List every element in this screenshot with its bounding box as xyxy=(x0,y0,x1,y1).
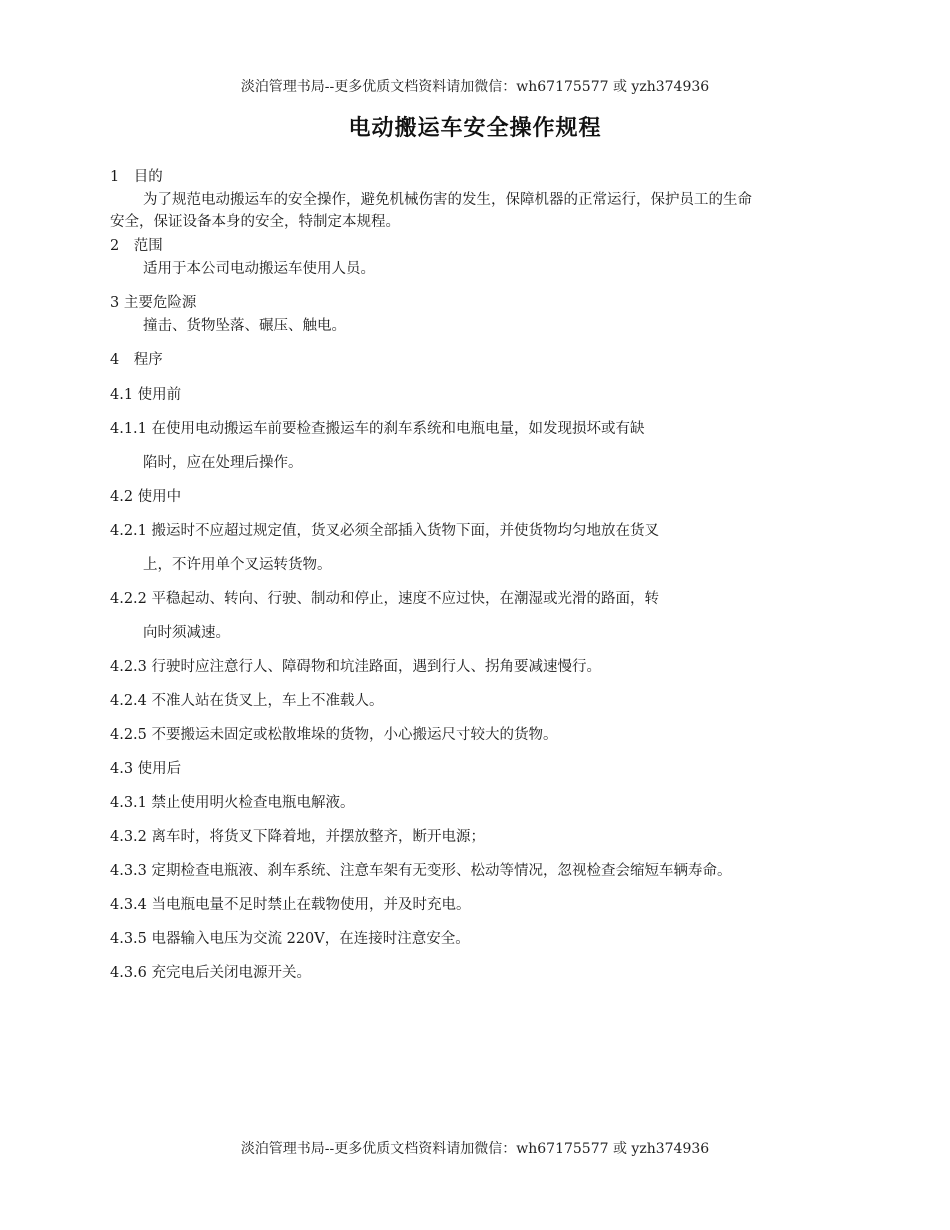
page-footer-note: 淡泊管理书局--更多优质文档资料请加微信：wh67175577 或 yzh374936 xyxy=(240,1141,710,1157)
procedure-4-3-4: 4.3.4 当电瓶电量不足时禁止在载物使用，并及时充电。 xyxy=(110,897,471,913)
procedure-4-2-2-line-1: 4.2.2 平稳起动、转向、行驶、制动和停止，速度不应过快，在潮湿或光滑的路面，转 xyxy=(110,591,660,607)
section-1-heading: 1 目的 xyxy=(110,169,163,185)
procedure-4-2-heading: 4.2 使用中 xyxy=(110,489,182,505)
procedure-4-2-5: 4.2.5 不要搬运未固定或松散堆垛的货物，小心搬运尺寸较大的货物。 xyxy=(110,727,558,743)
page-header-note: 淡泊管理书局--更多优质文档资料请加微信：wh67175577 或 yzh374936 xyxy=(240,79,710,95)
procedure-4-1-heading: 4.1 使用前 xyxy=(110,387,182,403)
procedure-4-3-2: 4.3.2 离车时，将货叉下降着地，并摆放整齐，断开电源； xyxy=(110,829,486,845)
procedure-4-1-1-line-1: 4.1.1 在使用电动搬运车前要检查搬运车的刹车系统和电瓶电量，如发现损坏或有缺 xyxy=(110,421,645,437)
section-1-text-line-2: 安全，保证设备本身的安全，特制定本规程。 xyxy=(110,214,400,230)
procedure-4-1-1-line-2: 陷时，应在处理后操作。 xyxy=(143,455,303,471)
procedure-4-2-2-line-2: 向时须减速。 xyxy=(143,625,230,641)
procedure-4-3-6: 4.3.6 充完电后关闭电源开关。 xyxy=(110,965,312,981)
procedure-4-2-4: 4.2.4 不准人站在货叉上，车上不准载人。 xyxy=(110,693,384,709)
procedure-4-3-5: 4.3.5 电器输入电压为交流 220V，在连接时注意安全。 xyxy=(110,931,470,947)
section-4-heading: 4 程序 xyxy=(110,352,163,368)
document-title: 电动搬运车安全操作规程 xyxy=(348,116,602,141)
section-1-text-line-1: 为了规范电动搬运车的安全操作，避免机械伤害的发生，保障机器的正常运行，保护员工的生命 xyxy=(143,192,752,208)
procedure-4-3-heading: 4.3 使用后 xyxy=(110,761,182,777)
document-body xyxy=(110,166,840,996)
procedure-4-2-1-line-1: 4.2.1 搬运时不应超过规定值，货叉必须全部插入货物下面，并使货物均匀地放在货叉 xyxy=(110,523,660,539)
procedure-4-3-3: 4.3.3 定期检查电瓶液、刹车系统、注意车架有无变形、松动等情况，忽视检查会缩短车辆寿命。 xyxy=(110,863,732,879)
procedure-4-2-1-line-2: 上，不许用单个叉运转货物。 xyxy=(143,557,332,573)
section-3-text: 撞击、货物坠落、碾压、触电。 xyxy=(143,318,346,334)
procedure-4-2-3: 4.2.3 行驶时应注意行人、障碍物和坑洼路面，遇到行人、拐角要减速慢行。 xyxy=(110,659,602,675)
procedure-4-3-1: 4.3.1 禁止使用明火检查电瓶电解液。 xyxy=(110,795,355,811)
section-2-text: 适用于本公司电动搬运车使用人员。 xyxy=(143,261,375,277)
section-3-heading: 3 主要危险源 xyxy=(110,295,197,311)
section-2-heading: 2 范围 xyxy=(110,238,163,254)
